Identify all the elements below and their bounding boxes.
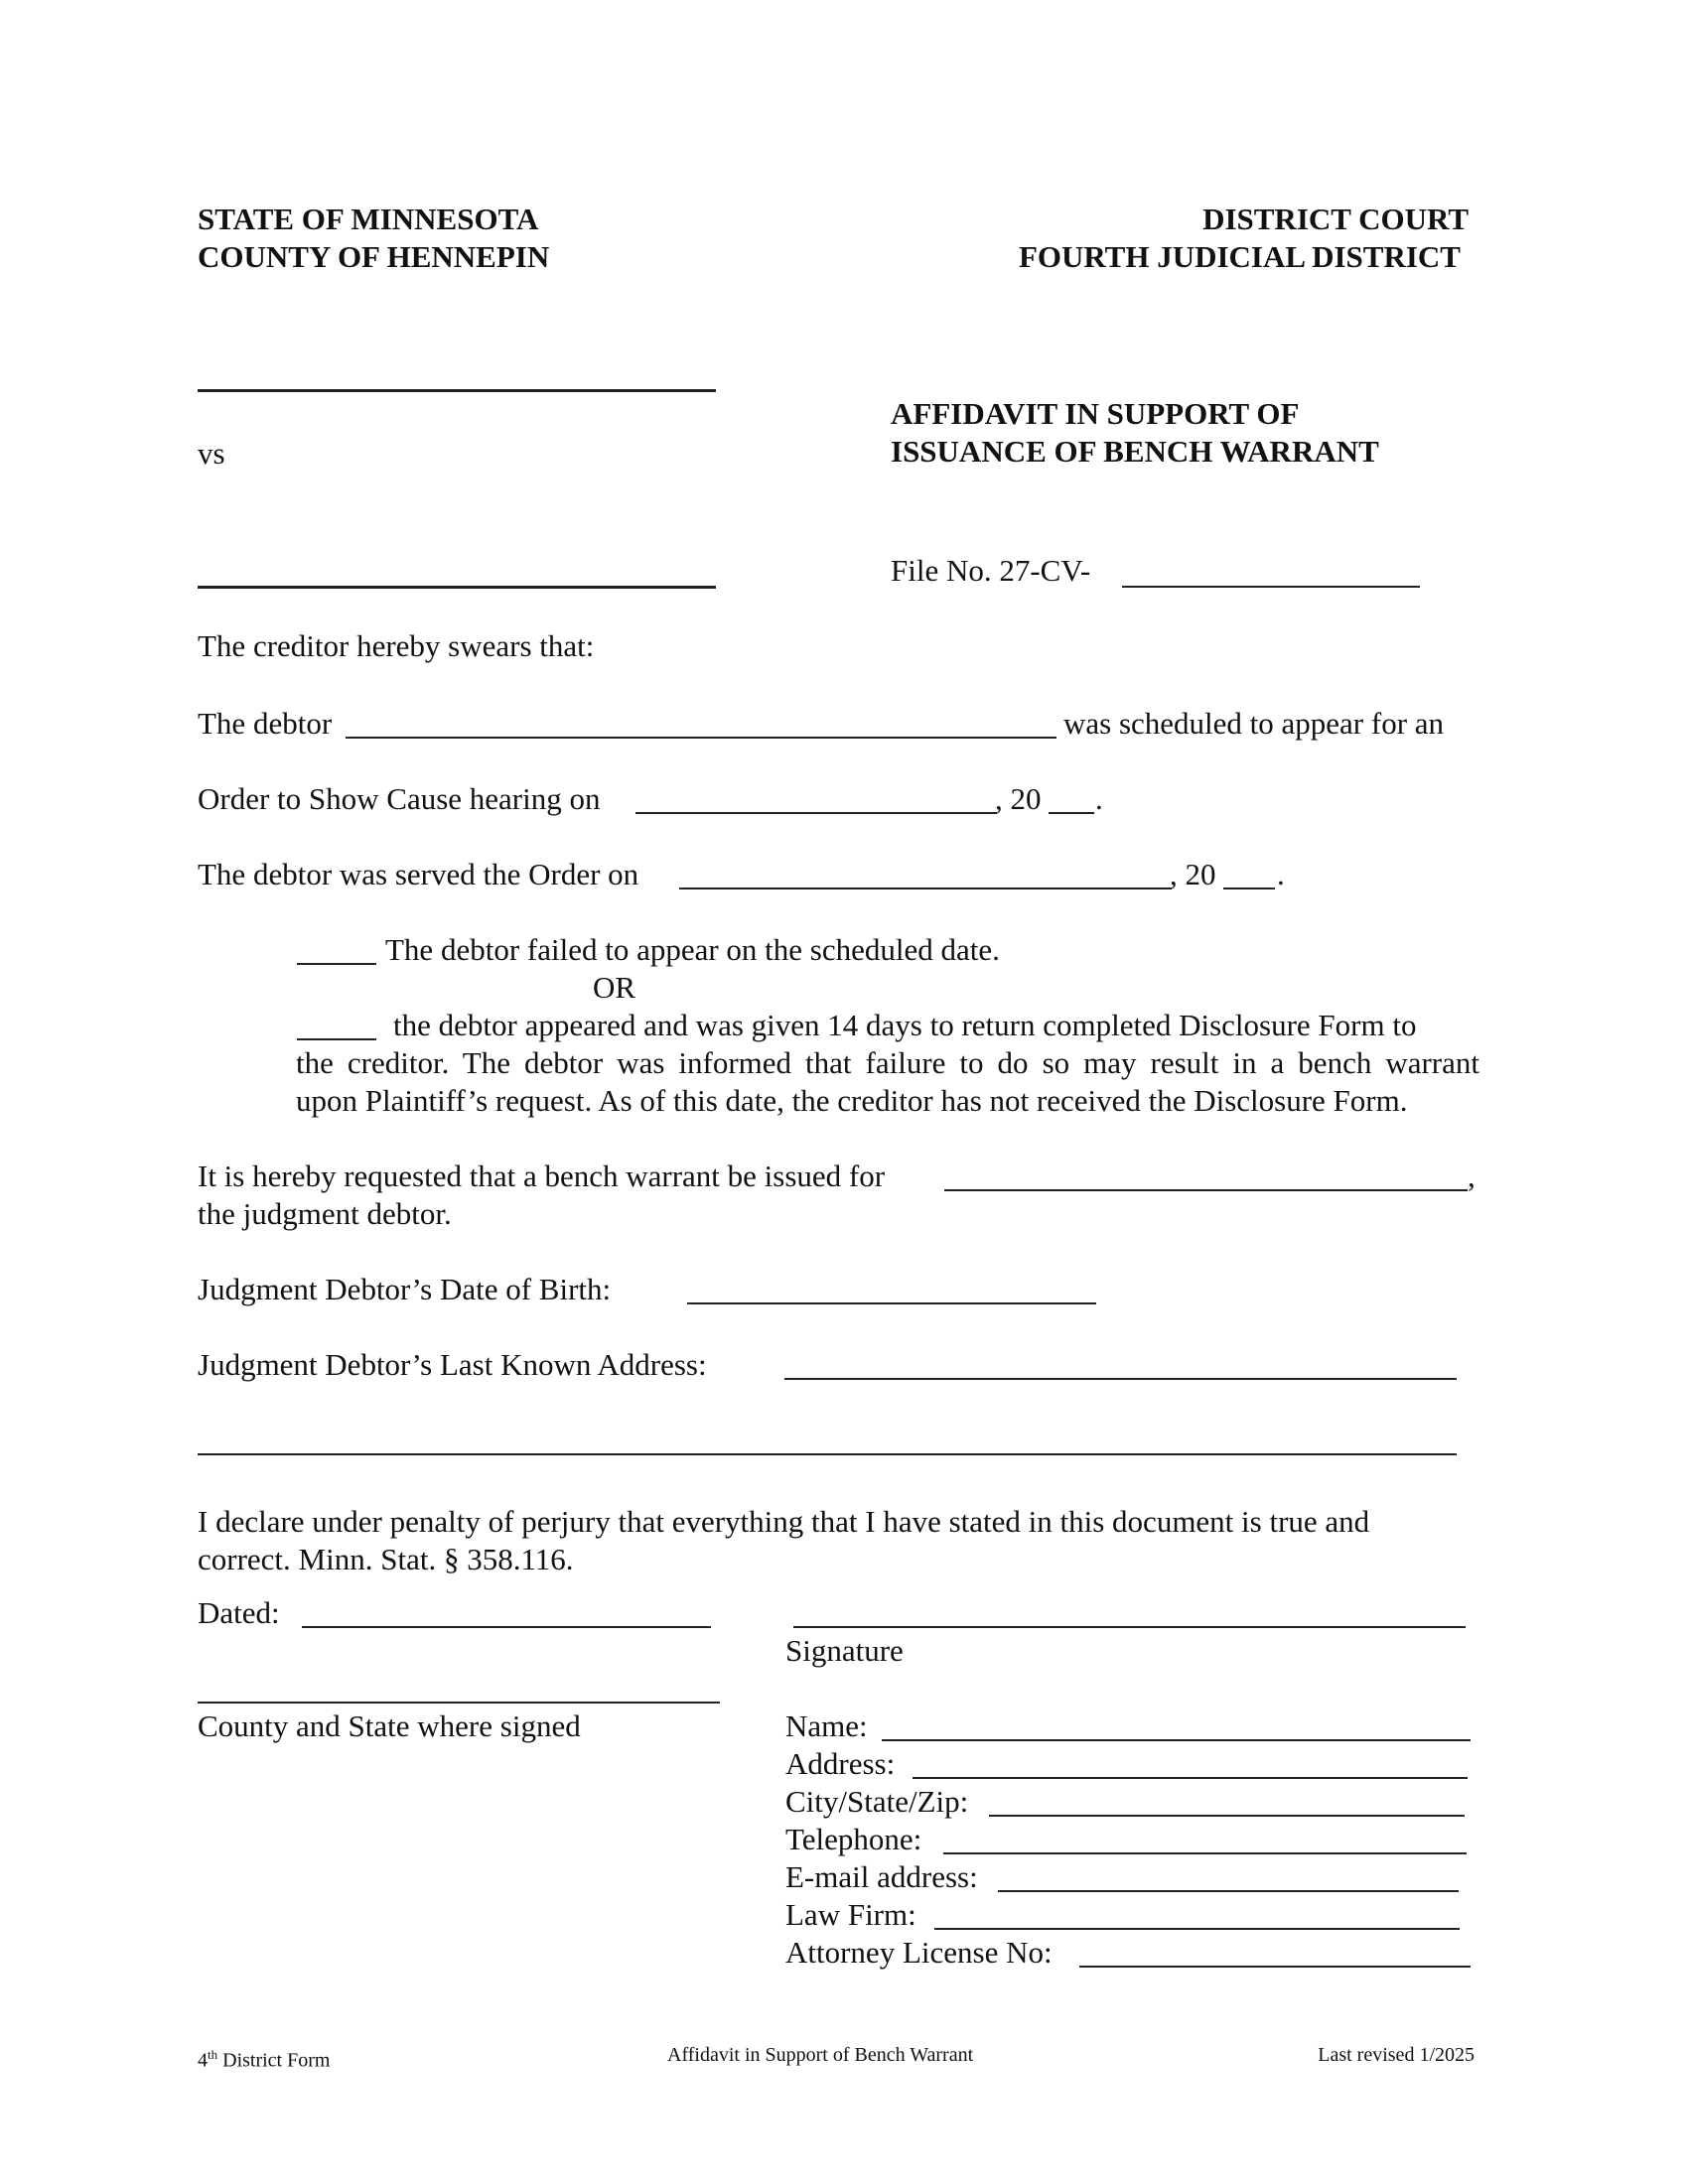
option-appeared-text-line1: the debtor appeared and was given 14 days to return completed Disclosure Form to — [393, 1008, 1417, 1042]
option-appeared-text-line3: upon Plaintiff’s request. As of this date, the creditor has not received the Disclosure Form. — [296, 1083, 1408, 1118]
request-text: It is hereby requested that a bench warrant be issued for — [198, 1159, 886, 1193]
law-firm-field[interactable] — [934, 1928, 1460, 1930]
hearing-year-field[interactable] — [1049, 812, 1094, 814]
attorney-license-label: Attorney License No: — [785, 1935, 1053, 1970]
declaration-line2: correct. Minn. Stat. § 358.116. — [198, 1542, 574, 1576]
served-year-field[interactable] — [1223, 887, 1275, 889]
file-number-label: File No. 27-CV- — [891, 553, 1091, 588]
last-address-field-line2[interactable] — [198, 1453, 1457, 1455]
dated-field[interactable] — [302, 1626, 711, 1628]
footer-form-label: 4th District Form — [198, 2047, 331, 2072]
served-date-field[interactable] — [679, 887, 1172, 889]
plaintiff-name-line[interactable] — [198, 389, 716, 392]
dob-field[interactable] — [687, 1302, 1096, 1304]
osc-hearing-label: Order to Show Cause hearing on — [198, 781, 601, 816]
city-state-zip-field[interactable] — [989, 1815, 1465, 1817]
debtor-name-field[interactable] — [346, 737, 1056, 739]
footer-title: Affidavit in Support of Bench Warrant — [667, 2044, 974, 2066]
or-separator: OR — [593, 970, 636, 1005]
served-period: . — [1277, 857, 1285, 891]
name-field[interactable] — [882, 1739, 1471, 1741]
state-heading: STATE OF MINNESOTA — [198, 202, 539, 236]
option-failed-to-appear-text: The debtor failed to appear on the scheduled date. — [385, 932, 1000, 967]
request-comma: , — [1468, 1159, 1476, 1193]
court-heading: DISTRICT COURT — [1202, 202, 1469, 236]
city-state-zip-label: City/State/Zip: — [785, 1784, 969, 1819]
warrant-debtor-name-field[interactable] — [944, 1189, 1468, 1191]
address-field[interactable] — [913, 1777, 1468, 1779]
signature-label: Signature — [785, 1633, 904, 1668]
dob-label: Judgment Debtor’s Date of Birth: — [198, 1272, 612, 1306]
hearing-period: . — [1095, 781, 1103, 816]
file-number-field[interactable] — [1122, 586, 1420, 588]
telephone-field[interactable] — [943, 1852, 1467, 1854]
option-failed-to-appear-checkbox[interactable] — [297, 963, 376, 965]
law-firm-label: Law Firm: — [785, 1897, 916, 1932]
signature-field[interactable] — [793, 1626, 1466, 1628]
served-year-prefix: , 20 — [1170, 857, 1216, 891]
vs-label: vs — [198, 436, 225, 471]
district-heading: FOURTH JUDICIAL DISTRICT — [1018, 239, 1461, 274]
debtor-suffix-text: was scheduled to appear for an — [1063, 706, 1445, 741]
debtor-label: The debtor — [198, 706, 333, 741]
intro-text: The creditor hereby swears that: — [198, 628, 595, 663]
name-label: Name: — [785, 1708, 868, 1743]
address-label: Address: — [785, 1746, 896, 1781]
document-title-line2: ISSUANCE OF BENCH WARRANT — [891, 434, 1379, 469]
served-label: The debtor was served the Order on — [198, 857, 639, 891]
declaration-line1: I declare under penalty of perjury that everything that I have stated in this document is true and — [198, 1504, 1370, 1539]
dated-label: Dated: — [198, 1595, 280, 1630]
option-appeared-checkbox[interactable] — [297, 1038, 376, 1040]
county-heading: COUNTY OF HENNEPIN — [198, 239, 550, 274]
defendant-name-line[interactable] — [198, 586, 716, 589]
hearing-date-field[interactable] — [635, 812, 997, 814]
footer-revision: Last revised 1/2025 — [1318, 2044, 1475, 2066]
last-address-label: Judgment Debtor’s Last Known Address: — [198, 1347, 707, 1382]
email-label: E-mail address: — [785, 1859, 978, 1894]
option-appeared-text-line2: the creditor. The debtor was informed that failure to do so may result in a bench warrant — [296, 1045, 1479, 1080]
request-text-line2: the judgment debtor. — [198, 1196, 452, 1231]
hearing-year-prefix: , 20 — [995, 781, 1042, 816]
last-address-field-line1[interactable] — [784, 1378, 1457, 1380]
county-state-label: County and State where signed — [198, 1708, 581, 1743]
telephone-label: Telephone: — [785, 1822, 922, 1856]
document-title-line1: AFFIDAVIT IN SUPPORT OF — [891, 396, 1300, 431]
county-state-field[interactable] — [198, 1702, 720, 1704]
email-field[interactable] — [998, 1890, 1459, 1892]
attorney-license-field[interactable] — [1079, 1966, 1471, 1968]
